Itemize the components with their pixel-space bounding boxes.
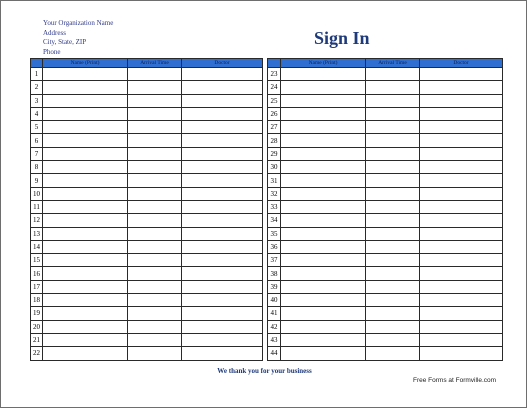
arrival-time-cell[interactable]: [128, 240, 182, 253]
arrival-time-cell[interactable]: [128, 107, 182, 120]
row-number: 19: [31, 307, 43, 320]
arrival-time-cell[interactable]: [366, 347, 420, 360]
doctor-cell[interactable]: [420, 333, 503, 346]
organization-name: Your Organization Name: [43, 19, 114, 27]
table-row: [31, 81, 263, 94]
row-number: 44: [268, 347, 281, 360]
arrival-time-cell[interactable]: [128, 347, 182, 360]
name-cell[interactable]: [281, 254, 366, 267]
name-cell[interactable]: [43, 161, 128, 174]
name-cell[interactable]: [43, 254, 128, 267]
row-number: 5: [31, 121, 43, 134]
table-row: [31, 200, 263, 213]
name-cell[interactable]: [281, 280, 366, 293]
table-row: [31, 333, 263, 346]
row-number: 34: [268, 214, 281, 227]
row-number: 11: [31, 200, 43, 213]
row-number: 14: [31, 240, 43, 253]
name-cell[interactable]: [43, 68, 128, 81]
row-number: 43: [268, 333, 281, 346]
doctor-cell[interactable]: [420, 280, 503, 293]
table-row: [268, 134, 503, 147]
arrival-time-cell[interactable]: [366, 68, 420, 81]
organization-address: Address: [43, 28, 66, 37]
table-row: [268, 214, 503, 227]
doctor-cell[interactable]: [420, 187, 503, 200]
row-number: 21: [31, 333, 43, 346]
table-row: [268, 254, 503, 267]
row-number: 18: [31, 294, 43, 307]
table-row: [31, 347, 263, 360]
doctor-cell[interactable]: [182, 121, 263, 134]
doctor-cell[interactable]: [420, 134, 503, 147]
doctor-cell[interactable]: [420, 107, 503, 120]
table-row: [31, 294, 263, 307]
table-row: [268, 161, 503, 174]
name-cell[interactable]: [281, 320, 366, 333]
row-number: 35: [268, 227, 281, 240]
doctor-cell[interactable]: [182, 320, 263, 333]
name-cell[interactable]: [43, 81, 128, 94]
name-cell[interactable]: [281, 107, 366, 120]
table-row: [268, 147, 503, 160]
arrival-time-cell[interactable]: [366, 121, 420, 134]
table-row: [268, 174, 503, 187]
arrival-time-cell[interactable]: [366, 134, 420, 147]
arrival-time-cell[interactable]: [128, 320, 182, 333]
doctor-cell[interactable]: [420, 81, 503, 94]
arrival-time-cell[interactable]: [366, 333, 420, 346]
arrival-time-cell[interactable]: [128, 187, 182, 200]
arrival-time-cell[interactable]: [366, 81, 420, 94]
doctor-cell[interactable]: [420, 267, 503, 280]
doctor-cell[interactable]: [182, 174, 263, 187]
row-number: 15: [31, 254, 43, 267]
doctor-cell[interactable]: [420, 121, 503, 134]
row-number: 27: [268, 121, 281, 134]
row-number: 32: [268, 187, 281, 200]
arrival-time-cell[interactable]: [366, 320, 420, 333]
name-cell[interactable]: [281, 267, 366, 280]
sign-in-table-left: [30, 58, 263, 361]
arrival-time-cell[interactable]: [128, 121, 182, 134]
row-number: 2: [31, 81, 43, 94]
table-row: [268, 280, 503, 293]
name-cell[interactable]: [281, 187, 366, 200]
doctor-cell[interactable]: [420, 320, 503, 333]
name-cell[interactable]: [43, 107, 128, 120]
doctor-cell[interactable]: [420, 147, 503, 160]
name-cell[interactable]: [43, 333, 128, 346]
doctor-cell[interactable]: [420, 240, 503, 253]
name-cell[interactable]: [281, 200, 366, 213]
row-number-header: [268, 59, 281, 68]
table-row: [31, 94, 263, 107]
name-cell[interactable]: [43, 134, 128, 147]
arrival-time-cell[interactable]: [366, 174, 420, 187]
row-number: 3: [31, 94, 43, 107]
page-title: Sign In: [314, 28, 370, 48]
doctor-cell[interactable]: [420, 68, 503, 81]
row-number: 31: [268, 174, 281, 187]
row-number: 42: [268, 320, 281, 333]
arrival-time-cell[interactable]: [128, 227, 182, 240]
row-number: 10: [31, 187, 43, 200]
name-cell[interactable]: [43, 240, 128, 253]
doctor-cell[interactable]: [182, 307, 263, 320]
doctor-cell[interactable]: [182, 81, 263, 94]
table-row: [31, 134, 263, 147]
doctor-cell[interactable]: [420, 347, 503, 360]
table-row: [268, 294, 503, 307]
table-row: [31, 254, 263, 267]
name-cell[interactable]: [281, 147, 366, 160]
sign-in-table-right: [267, 58, 503, 361]
name-cell[interactable]: [281, 161, 366, 174]
row-number: 40: [268, 294, 281, 307]
name-column-header: Name (Print): [281, 59, 366, 68]
row-number: 17: [31, 280, 43, 293]
row-number: 4: [31, 107, 43, 120]
row-number: 23: [268, 68, 281, 81]
arrival-time-cell[interactable]: [366, 240, 420, 253]
doctor-cell[interactable]: [182, 107, 263, 120]
name-cell[interactable]: [43, 121, 128, 134]
table-row: [268, 320, 503, 333]
name-cell[interactable]: [43, 267, 128, 280]
doctor-cell[interactable]: [420, 161, 503, 174]
doctor-column-header: Doctor: [182, 59, 263, 68]
row-number: 13: [31, 227, 43, 240]
arrival-time-cell[interactable]: [366, 147, 420, 160]
row-number: 30: [268, 161, 281, 174]
arrival-time-cell[interactable]: [128, 267, 182, 280]
arrival-time-cell[interactable]: [366, 307, 420, 320]
name-cell[interactable]: [281, 227, 366, 240]
organization-block: [43, 19, 113, 57]
table-row: [268, 200, 503, 213]
doctor-cell[interactable]: [182, 280, 263, 293]
row-number: 37: [268, 254, 281, 267]
table-row: [268, 227, 503, 240]
table-row: [268, 347, 503, 360]
arrival-time-cell[interactable]: [128, 134, 182, 147]
doctor-cell[interactable]: [182, 134, 263, 147]
row-number: 24: [268, 81, 281, 94]
arrival-time-cell[interactable]: [366, 280, 420, 293]
doctor-cell[interactable]: [420, 254, 503, 267]
name-cell[interactable]: [281, 347, 366, 360]
doctor-cell[interactable]: [182, 294, 263, 307]
table-row: [31, 240, 263, 253]
name-cell[interactable]: [43, 294, 128, 307]
arrival-time-cell[interactable]: [366, 94, 420, 107]
organization-city-state-zip: City, State, ZIP: [43, 38, 87, 47]
table-row: [31, 307, 263, 320]
arrival-time-cell[interactable]: [366, 214, 420, 227]
doctor-cell[interactable]: [182, 227, 263, 240]
name-cell[interactable]: [43, 320, 128, 333]
row-number: 36: [268, 240, 281, 253]
table-row: [268, 240, 503, 253]
arrival-time-cell[interactable]: [128, 254, 182, 267]
row-number: 25: [268, 94, 281, 107]
table-row: [268, 307, 503, 320]
arrival-time-cell[interactable]: [366, 267, 420, 280]
arrival-time-cell[interactable]: [366, 107, 420, 120]
doctor-cell[interactable]: [182, 147, 263, 160]
table-row: [268, 68, 503, 81]
doctor-cell[interactable]: [182, 333, 263, 346]
table-row: [268, 187, 503, 200]
table-row: [268, 94, 503, 107]
arrival-time-cell[interactable]: [128, 147, 182, 160]
doctor-cell[interactable]: [182, 94, 263, 107]
table-row: [31, 187, 263, 200]
row-number: 16: [31, 267, 43, 280]
arrival-time-cell[interactable]: [366, 161, 420, 174]
table-row: [31, 174, 263, 187]
row-number: 41: [268, 307, 281, 320]
arrival-time-cell[interactable]: [128, 214, 182, 227]
arrival-time-cell[interactable]: [128, 161, 182, 174]
table-row: [31, 214, 263, 227]
name-cell[interactable]: [43, 214, 128, 227]
doctor-cell[interactable]: [182, 347, 263, 360]
footer-credit: Free Forms at Formville.com: [413, 377, 497, 384]
doctor-cell[interactable]: [420, 227, 503, 240]
doctor-cell[interactable]: [182, 267, 263, 280]
arrival-time-column-header: Arrival Time: [128, 59, 182, 68]
name-cell[interactable]: [43, 227, 128, 240]
doctor-cell[interactable]: [420, 214, 503, 227]
table-row: [268, 121, 503, 134]
arrival-time-cell[interactable]: [128, 333, 182, 346]
arrival-time-cell[interactable]: [128, 81, 182, 94]
row-number: 38: [268, 267, 281, 280]
name-cell[interactable]: [43, 200, 128, 213]
thank-you-message: We thank you for your business: [217, 367, 312, 375]
name-cell[interactable]: [43, 174, 128, 187]
name-cell[interactable]: [43, 94, 128, 107]
doctor-column-header: Doctor: [420, 59, 503, 68]
name-cell[interactable]: [281, 134, 366, 147]
row-number: 28: [268, 134, 281, 147]
name-cell[interactable]: [281, 307, 366, 320]
name-cell[interactable]: [281, 294, 366, 307]
doctor-cell[interactable]: [182, 214, 263, 227]
doctor-cell[interactable]: [182, 187, 263, 200]
name-cell[interactable]: [281, 94, 366, 107]
doctor-cell[interactable]: [420, 94, 503, 107]
row-number: 39: [268, 280, 281, 293]
row-number: 8: [31, 161, 43, 174]
name-cell[interactable]: [281, 81, 366, 94]
name-column-header: Name (Print): [43, 59, 128, 68]
row-number: 6: [31, 134, 43, 147]
row-number-header: [31, 59, 43, 68]
row-number: 9: [31, 174, 43, 187]
table-row: [31, 267, 263, 280]
name-cell[interactable]: [281, 214, 366, 227]
name-cell[interactable]: [281, 121, 366, 134]
row-number: 26: [268, 107, 281, 120]
arrival-time-cell[interactable]: [128, 294, 182, 307]
name-cell[interactable]: [43, 147, 128, 160]
table-row: [31, 147, 263, 160]
arrival-time-cell[interactable]: [366, 254, 420, 267]
arrival-time-cell[interactable]: [128, 174, 182, 187]
table-row: [31, 161, 263, 174]
arrival-time-cell[interactable]: [366, 200, 420, 213]
name-cell[interactable]: [43, 307, 128, 320]
doctor-cell[interactable]: [420, 294, 503, 307]
name-cell[interactable]: [43, 187, 128, 200]
name-cell[interactable]: [43, 347, 128, 360]
doctor-cell[interactable]: [420, 307, 503, 320]
name-cell[interactable]: [281, 333, 366, 346]
arrival-time-cell[interactable]: [128, 307, 182, 320]
arrival-time-cell[interactable]: [128, 200, 182, 213]
doctor-cell[interactable]: [182, 240, 263, 253]
table-row: [31, 280, 263, 293]
organization-phone: Phone: [43, 47, 61, 56]
arrival-time-cell[interactable]: [366, 294, 420, 307]
table-row: [268, 333, 503, 346]
arrival-time-cell[interactable]: [128, 68, 182, 81]
arrival-time-cell[interactable]: [128, 280, 182, 293]
arrival-time-cell[interactable]: [366, 187, 420, 200]
table-row: [268, 107, 503, 120]
row-number: 7: [31, 147, 43, 160]
doctor-cell[interactable]: [182, 254, 263, 267]
arrival-time-column-header: Arrival Time: [366, 59, 420, 68]
row-number: 12: [31, 214, 43, 227]
table-row: [31, 68, 263, 81]
doctor-cell[interactable]: [420, 174, 503, 187]
row-number: 20: [31, 320, 43, 333]
row-number: 22: [31, 347, 43, 360]
doctor-cell[interactable]: [182, 68, 263, 81]
name-cell[interactable]: [281, 68, 366, 81]
table-row: [31, 227, 263, 240]
name-cell[interactable]: [281, 240, 366, 253]
arrival-time-cell[interactable]: [366, 227, 420, 240]
doctor-cell[interactable]: [420, 200, 503, 213]
doctor-cell[interactable]: [182, 200, 263, 213]
arrival-time-cell[interactable]: [128, 94, 182, 107]
row-number: 29: [268, 147, 281, 160]
name-cell[interactable]: [43, 280, 128, 293]
table-row: [268, 81, 503, 94]
table-row: [31, 107, 263, 120]
doctor-cell[interactable]: [182, 161, 263, 174]
row-number: 1: [31, 68, 43, 81]
name-cell[interactable]: [281, 174, 366, 187]
table-row: [31, 320, 263, 333]
row-number: 33: [268, 200, 281, 213]
table-row: [268, 267, 503, 280]
table-row: [31, 121, 263, 134]
